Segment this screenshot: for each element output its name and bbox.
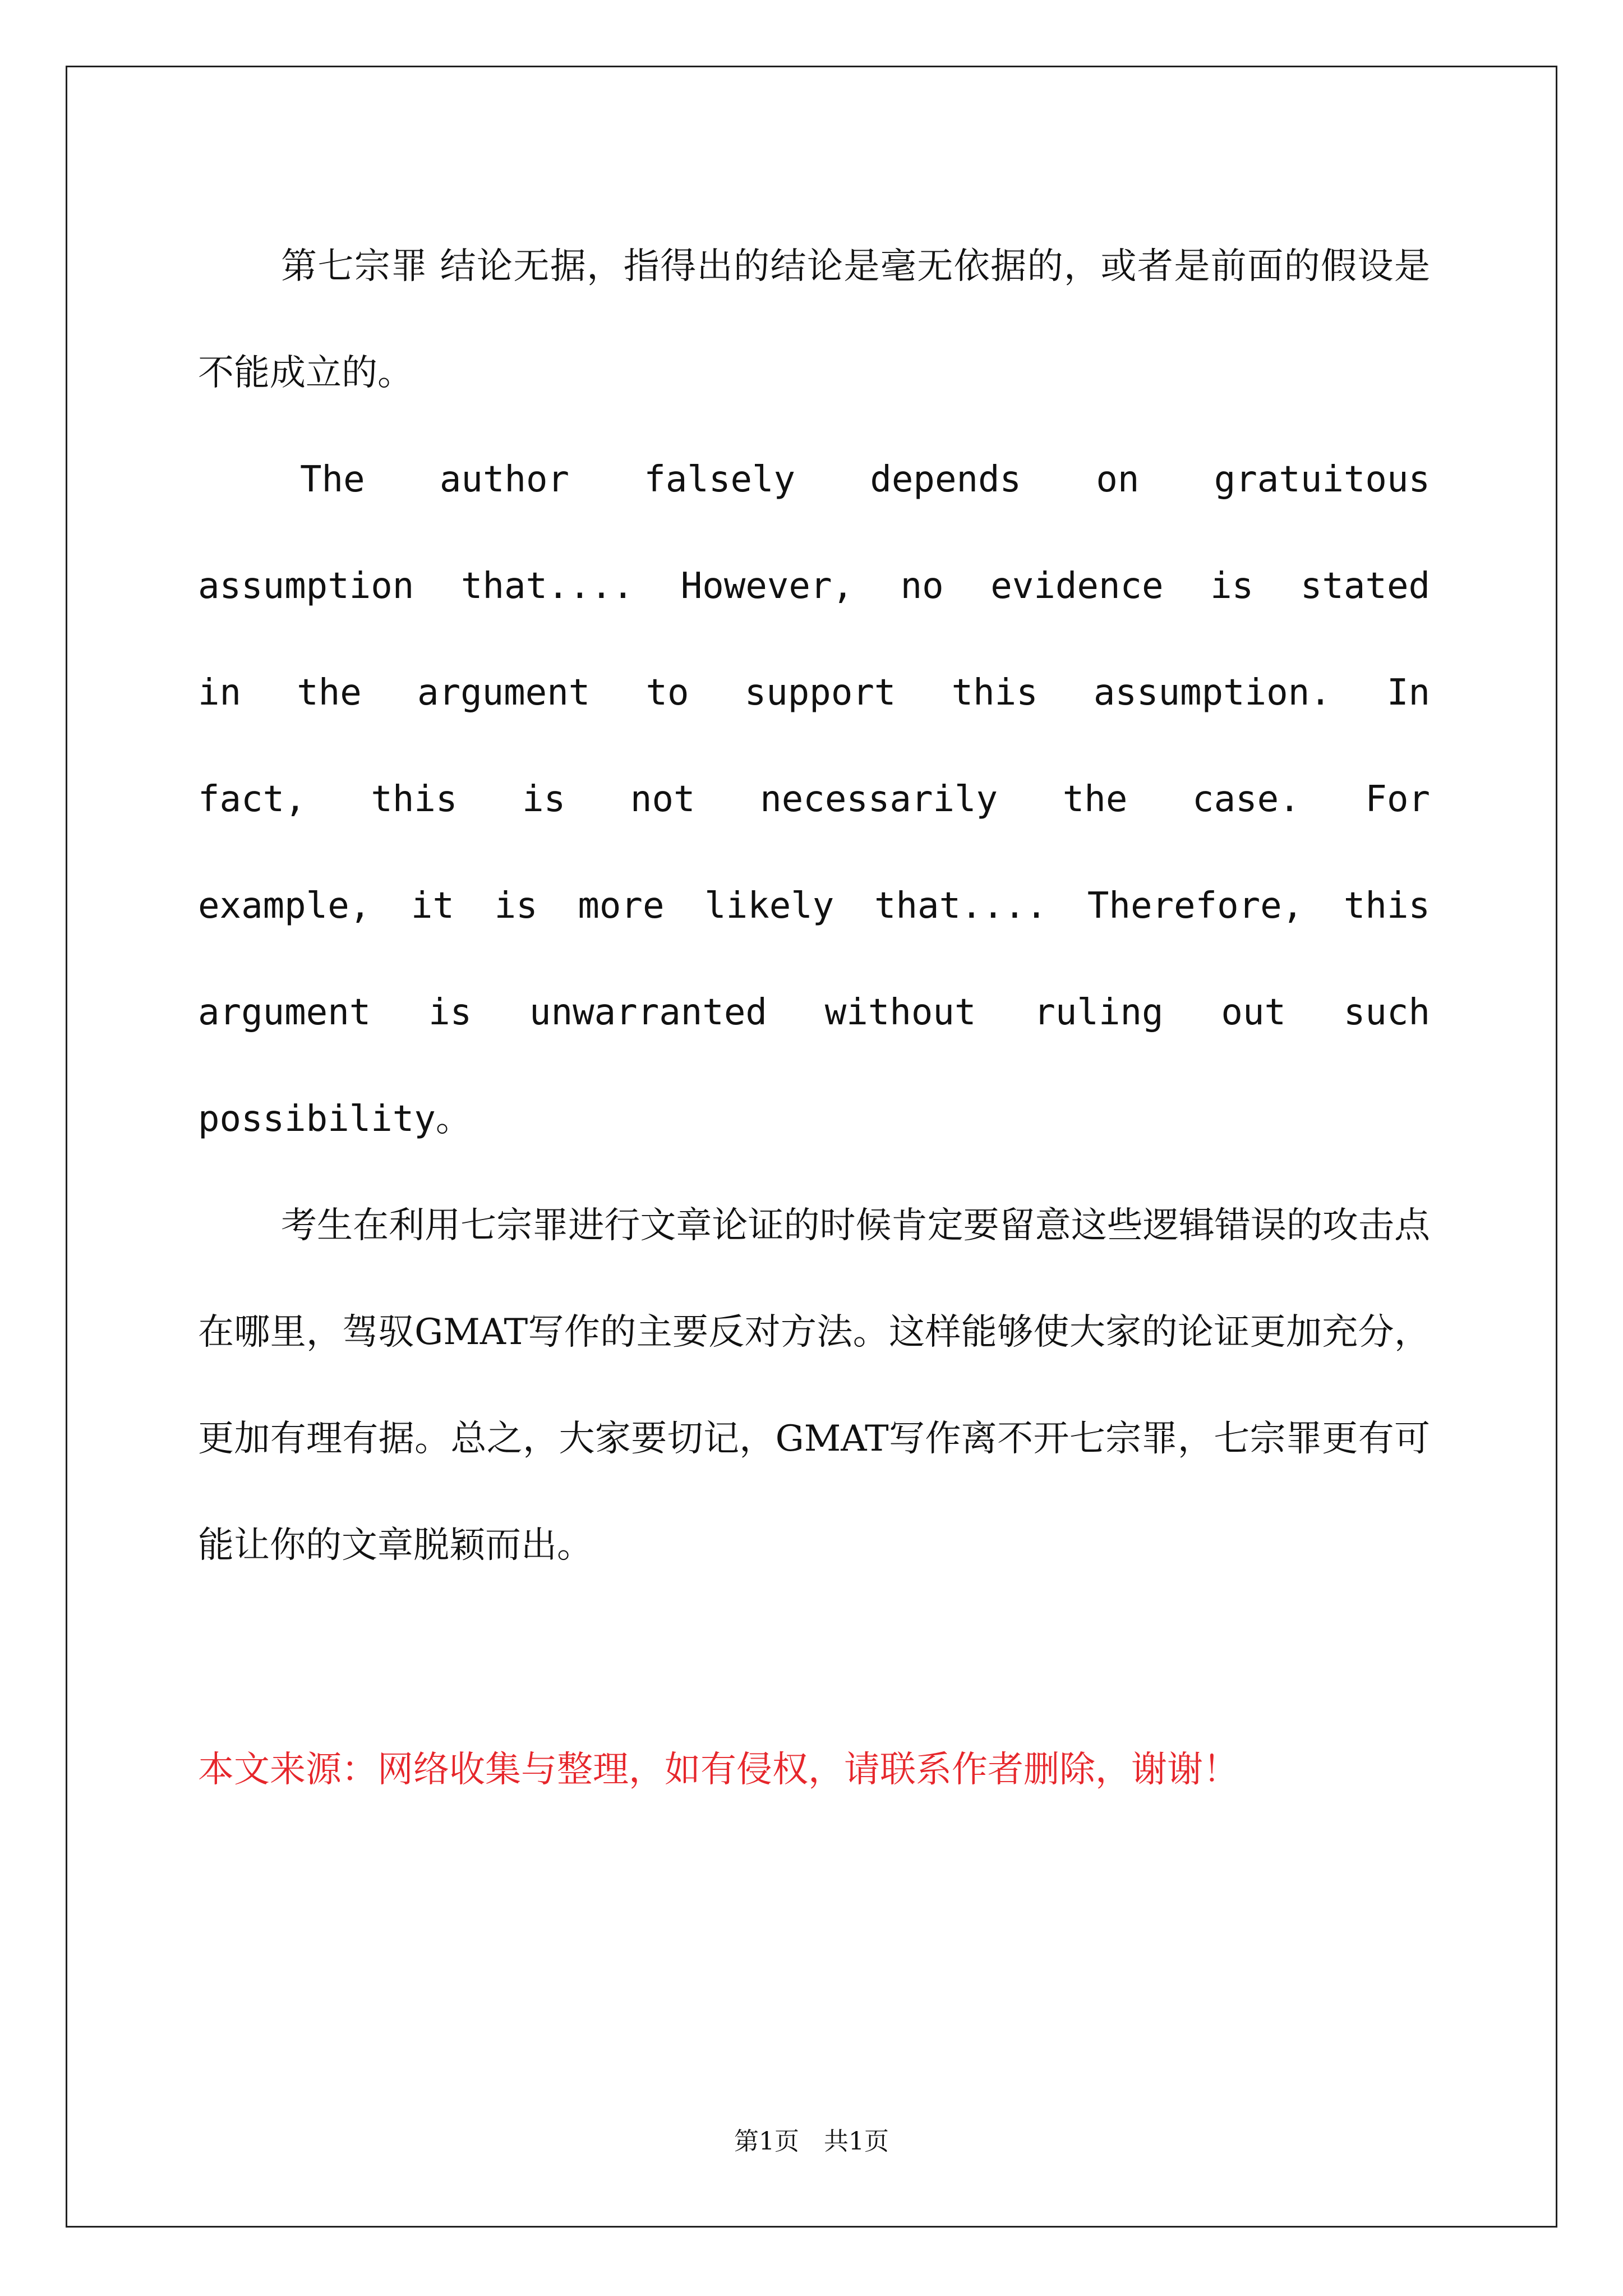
paragraph-english-template: The author falsely depends on gratuitous assumption that.... However, no evidence is stated in the argument to support this assumption. In fact, this is not necessarily the case. For example, it is more likely that.... Therefore, this argument is unwarranted without ruling out such possibility。 — [198, 459, 1430, 1140]
document-body — [198, 213, 1430, 1801]
paragraph-conclusion: 考生在利用七宗罪进行文章论证的时候肯定要留意这些逻辑错误的攻击点在哪里，驾驭GMAT写作的主要反对方法。这样能够使大家的论证更加充分，更加有理有据。总之，大家要切记，GMAT写作离不开七宗罪，七宗罪更有可能让你的文章脱颖而出。 — [198, 1205, 1430, 1566]
paragraph-seventh-fallacy: 第七宗罪 结论无据，指得出的结论是毫无依据的，或者是前面的假设是不能成立的。 — [198, 246, 1430, 394]
source-disclaimer: 本文来源：网络收集与整理，如有侵权，请联系作者删除，谢谢！ — [198, 1749, 1239, 1791]
page-number-footer: 第1页 共1页 — [734, 2127, 889, 2156]
